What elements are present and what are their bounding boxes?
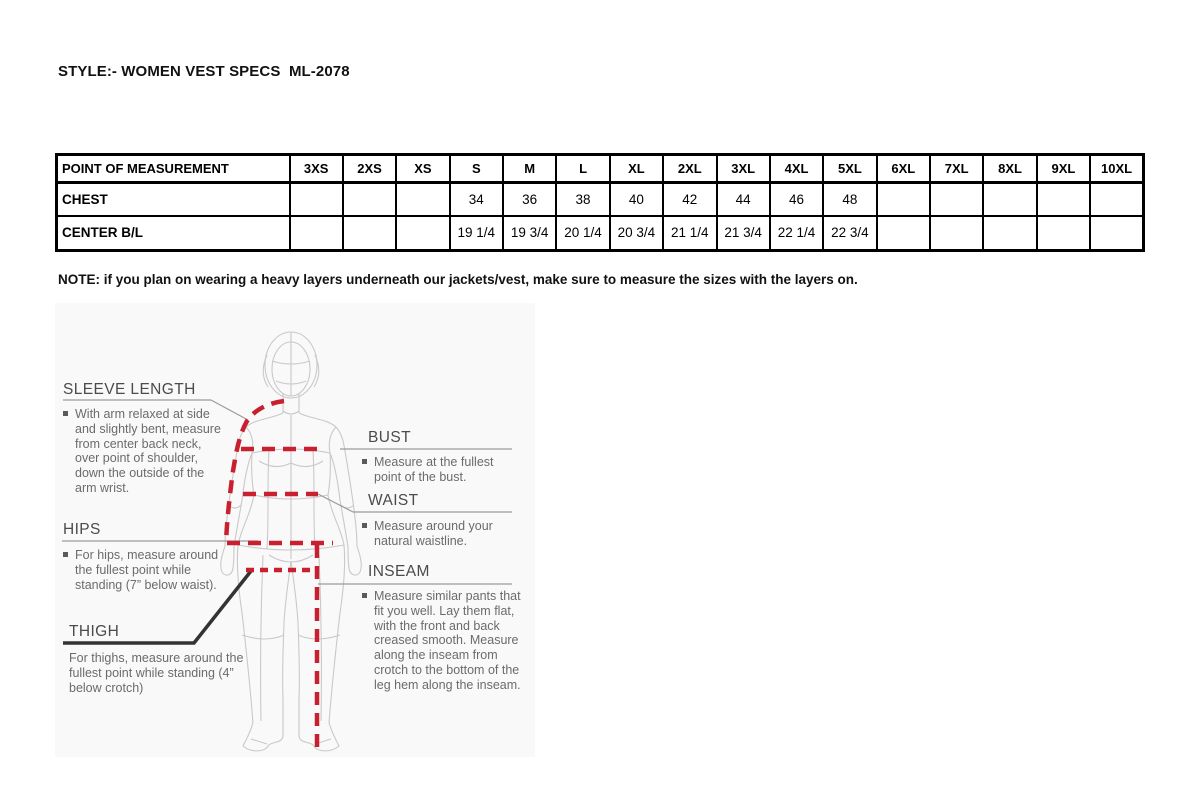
col-header-2xs: 2XS bbox=[343, 155, 396, 183]
col-header-m: M bbox=[503, 155, 556, 183]
table-cell bbox=[983, 183, 1036, 216]
bullet-icon bbox=[63, 411, 68, 416]
table-cell bbox=[343, 183, 396, 216]
inseam-description-text: Measure similar pants that fit you well. Lay them flat, with the front and back creased smooth. Measure along the inseam from crotch to the bottom of the leg hem along the inseam. bbox=[374, 589, 521, 692]
bust-heading: BUST bbox=[368, 429, 411, 446]
measurement-diagram bbox=[55, 303, 535, 757]
table-cell bbox=[930, 216, 983, 251]
table-cell: 42 bbox=[663, 183, 716, 216]
table-cell bbox=[343, 216, 396, 251]
table-cell bbox=[1037, 216, 1090, 251]
size-table-header-row bbox=[57, 155, 1144, 183]
table-cell: 19 3/4 bbox=[503, 216, 556, 251]
col-header-9xl: 9XL bbox=[1037, 155, 1090, 183]
inseam-heading: INSEAM bbox=[368, 563, 430, 580]
table-cell: 20 1/4 bbox=[556, 216, 609, 251]
thigh-heading: THIGH bbox=[69, 623, 120, 640]
note-text: NOTE: if you plan on wearing a heavy layers underneath our jackets/vest, make sure to measure the sizes with the layers on. bbox=[58, 272, 858, 287]
col-header-xs: XS bbox=[396, 155, 449, 183]
col-header-8xl: 8XL bbox=[983, 155, 1036, 183]
bullet-icon bbox=[63, 552, 68, 557]
row-label-chest: CHEST bbox=[57, 183, 290, 216]
table-cell: 38 bbox=[556, 183, 609, 216]
sleeve-length-description-text: With arm relaxed at side and slightly bent, measure from center back neck, over point of shoulder, down the outside of the arm wrist. bbox=[75, 407, 221, 495]
row-label-center-bl: CENTER B/L bbox=[57, 216, 290, 251]
bullet-icon bbox=[362, 523, 367, 528]
table-cell: 21 3/4 bbox=[717, 216, 770, 251]
col-header-s: S bbox=[450, 155, 503, 183]
table-cell: 22 3/4 bbox=[823, 216, 876, 251]
col-header-l: L bbox=[556, 155, 609, 183]
inseam-description bbox=[362, 589, 530, 692]
table-cell: 40 bbox=[610, 183, 663, 216]
bust-description-text: Measure at the fullest point of the bust. bbox=[374, 455, 494, 484]
table-cell bbox=[877, 216, 930, 251]
col-header-4xl: 4XL bbox=[770, 155, 823, 183]
bullet-icon bbox=[362, 459, 367, 464]
table-cell: 34 bbox=[450, 183, 503, 216]
bust-description bbox=[362, 455, 524, 485]
table-cell: 22 1/4 bbox=[770, 216, 823, 251]
col-header-3xs: 3XS bbox=[290, 155, 343, 183]
col-header-6xl: 6XL bbox=[877, 155, 930, 183]
table-cell bbox=[1090, 183, 1143, 216]
table-cell bbox=[1090, 216, 1143, 251]
table-cell bbox=[930, 183, 983, 216]
table-cell bbox=[877, 183, 930, 216]
table-cell: 36 bbox=[503, 183, 556, 216]
table-cell: 44 bbox=[717, 183, 770, 216]
thigh-description bbox=[69, 651, 254, 695]
col-header-point-of-measurement: POINT OF MEASUREMENT bbox=[57, 155, 290, 183]
thigh-description-text: For thighs, measure around the fullest point while standing (4” below crotch) bbox=[69, 651, 244, 695]
sleeve-length-heading: SLEEVE LENGTH bbox=[63, 381, 196, 398]
col-header-2xl: 2XL bbox=[663, 155, 716, 183]
waist-heading: WAIST bbox=[368, 492, 419, 509]
measurement-lines bbox=[226, 401, 333, 750]
table-cell bbox=[290, 216, 343, 251]
col-header-10xl: 10XL bbox=[1090, 155, 1143, 183]
table-cell bbox=[1037, 183, 1090, 216]
hips-description-text: For hips, measure around the fullest point while standing (7” below waist). bbox=[75, 548, 219, 592]
table-cell: 46 bbox=[770, 183, 823, 216]
table-cell: 20 3/4 bbox=[610, 216, 663, 251]
col-header-xl: XL bbox=[610, 155, 663, 183]
size-table bbox=[55, 153, 1145, 252]
hips-heading: HIPS bbox=[63, 521, 101, 538]
table-cell bbox=[396, 216, 449, 251]
col-header-5xl: 5XL bbox=[823, 155, 876, 183]
waist-description bbox=[362, 519, 524, 549]
hips-description bbox=[63, 548, 231, 592]
table-row-chest bbox=[57, 183, 1144, 216]
table-cell: 19 1/4 bbox=[450, 216, 503, 251]
page-title: STYLE:- WOMEN VEST SPECS ML-2078 bbox=[58, 63, 350, 80]
sleeve-length-description bbox=[63, 407, 221, 496]
table-cell bbox=[290, 183, 343, 216]
table-cell: 48 bbox=[823, 183, 876, 216]
table-row-center-bl bbox=[57, 216, 1144, 251]
table-cell: 21 1/4 bbox=[663, 216, 716, 251]
table-cell bbox=[396, 183, 449, 216]
table-cell bbox=[983, 216, 1036, 251]
col-header-3xl: 3XL bbox=[717, 155, 770, 183]
waist-description-text: Measure around your natural waistline. bbox=[374, 519, 493, 548]
col-header-7xl: 7XL bbox=[930, 155, 983, 183]
bullet-icon bbox=[362, 593, 367, 598]
